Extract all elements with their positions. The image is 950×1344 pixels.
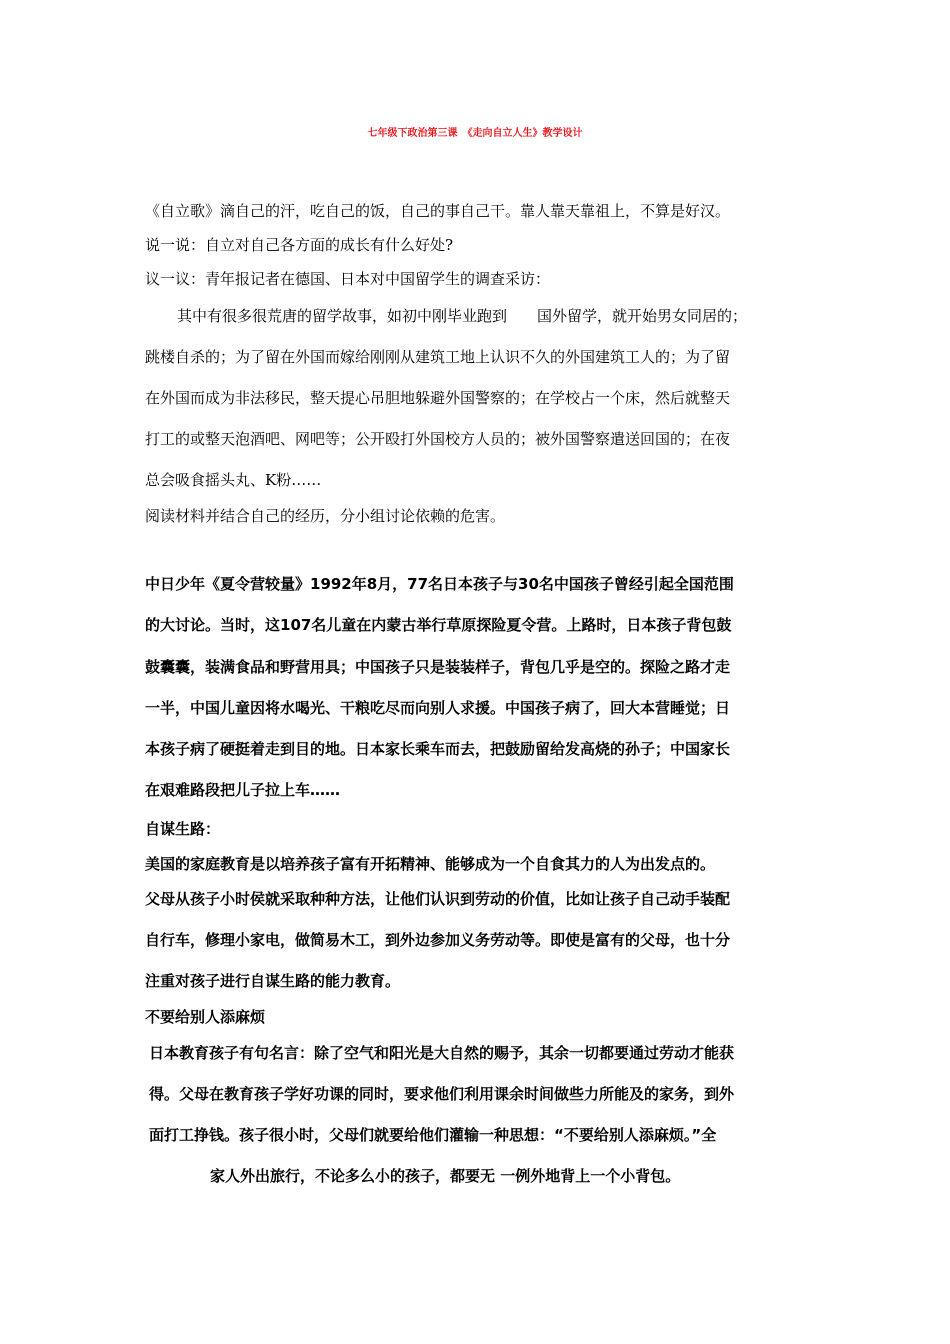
paragraph-line: 面打工挣钱。孩子很小时，父母们就要给他们灌输一种思想：“不要给别人添麻烦。”全 xyxy=(149,1126,717,1144)
paragraph-line: 在外国而成为非法移民，整天提心吊胆地躲避外国警察的；在学校占一个床，然后就整天 xyxy=(145,389,731,407)
paragraph-line: 一半，中国儿童因将水喝光、干粮吃尽而向别人求援。中国孩子病了，回大本营睡觉；日 xyxy=(145,699,731,717)
paragraph-line: 打工的或整天泡酒吧、网吧等；公开殴打外国校方人员的；被外国警察遣送回国的；在夜 xyxy=(145,430,731,448)
document-title: 七年级下政治第三课 《走向自立人生》教学设计 xyxy=(367,128,583,139)
paragraph-line: 《自立歌》滴自己的汗，吃自己的饭，自己的事自己干。靠人靠天靠祖上，不算是好汉。 xyxy=(145,202,731,220)
paragraph-line: 父母从孩子小时侯就采取种种方法，让他们认识到劳动的价值，比如让孩子自己动手装配 xyxy=(145,890,731,908)
paragraph-line: 美国的家庭教育是以培养孩子富有开拓精神、能够成为一个自食其力的人为出发点的。 xyxy=(145,855,716,873)
subheading: 不要给别人添麻烦 xyxy=(145,1008,266,1026)
paragraph-line: 日本教育孩子有句名言：除了空气和阳光是大自然的赐予，其余一切都要通过劳动才能获 xyxy=(149,1044,735,1062)
paragraph-line: 在艰难路段把儿子拉上车…… xyxy=(145,781,341,799)
paragraph-line: 鼓囊囊，装满食品和野营用具；中国孩子只是装装样子，背包几乎是空的。探险之路才走 xyxy=(145,658,731,676)
paragraph-line: 其中有很多很荒唐的留学故事，如初中刚毕业跑到 国外留学，就开始男女同居的； xyxy=(177,307,748,325)
paragraph-line: 家人外出旅行，不论多么小的孩子，都要无 一例外地背上一个小背包。 xyxy=(210,1167,681,1185)
subheading: 自谋生路： xyxy=(145,820,221,838)
paragraph-line: 议一议：青年报记者在德国、日本对中国留学生的调查采访： xyxy=(145,270,551,288)
paragraph-line: 跳楼自杀的；为了留在外国而嫁给刚刚从建筑工地上认识不久的外国建筑工人的；为了留 xyxy=(145,348,731,366)
paragraph-line: 本孩子病了硬挺着走到目的地。日本家长乘车而去，把鼓励留给发高烧的孙子；中国家长 xyxy=(145,740,731,758)
paragraph-line: 中日少年《夏令营较量》1992年8月，77名日本孩子与30名中国孩子曾经引起全国范围 xyxy=(145,575,734,593)
paragraph-line: 阅读材料并结合自己的经历，分小组讨论依赖的危害。 xyxy=(145,507,506,525)
paragraph-line: 的大讨论。当时，这107名儿童在内蒙古举行草原探险夏令营。上路时，日本孩子背包鼓 xyxy=(145,616,732,634)
paragraph-line: 说一说：自立对自己各方面的成长有什么好处? xyxy=(145,236,454,254)
paragraph-line: 得。父母在教育孩子学好功课的同时，要求他们利用课余时间做些力所能及的家务，到外 xyxy=(149,1085,735,1103)
paragraph-line: 自行车，修理小家电，做简易木工，到外边参加义务劳动等。即使是富有的父母，也十分 xyxy=(145,931,731,949)
paragraph-line: 总会吸食摇头丸、K粉…… xyxy=(145,471,322,489)
paragraph-line: 注重对孩子进行自谋生路的能力教育。 xyxy=(145,972,401,990)
